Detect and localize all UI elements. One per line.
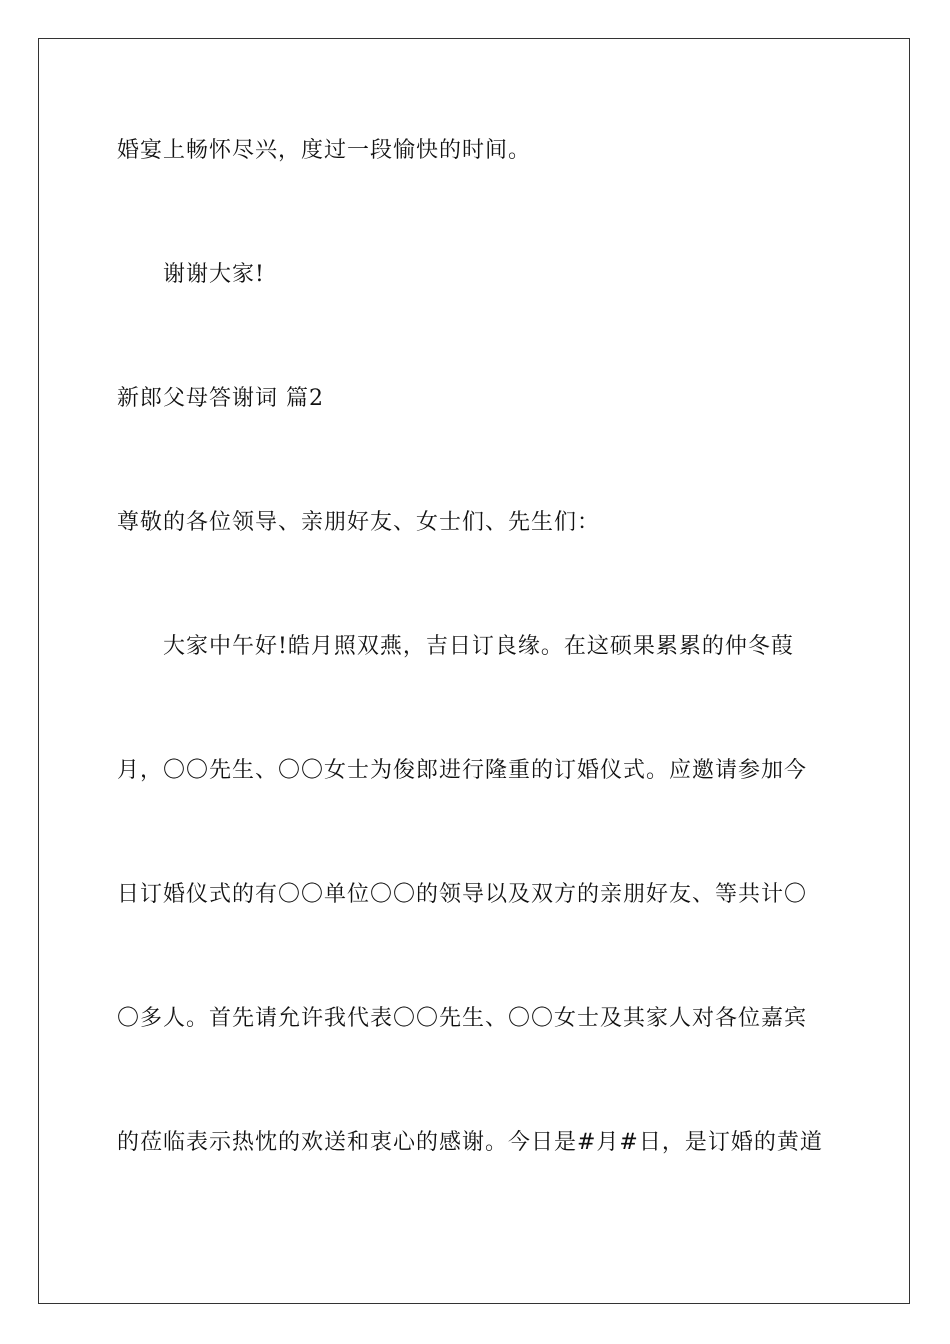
- paragraph-line-5: 大家中午好!皓月照双燕，吉日订良缘。在这硕果累累的仲冬葭: [163, 634, 794, 659]
- page-border: [38, 38, 910, 1304]
- closing-thanks: 谢谢大家!: [163, 262, 265, 287]
- section-heading: 新郎父母答谢词 篇2: [117, 386, 324, 411]
- paragraph-line-6: 月，〇〇先生、〇〇女士为俊郎进行隆重的订婚仪式。应邀请参加今: [117, 758, 808, 783]
- paragraph-line-8: 〇多人。首先请允许我代表〇〇先生、〇〇女士及其家人对各位嘉宾: [117, 1006, 808, 1031]
- paragraph-line-1: 婚宴上畅怀尽兴，度过一段愉快的时间。: [117, 138, 532, 163]
- paragraph-line-9: 的莅临表示热忱的欢送和衷心的感谢。今日是#月#日，是订婚的黄道: [117, 1130, 823, 1155]
- salutation: 尊敬的各位领导、亲朋好友、女士们、先生们：: [117, 510, 601, 535]
- paragraph-line-7: 日订婚仪式的有〇〇单位〇〇的领导以及双方的亲朋好友、等共计〇: [117, 882, 808, 907]
